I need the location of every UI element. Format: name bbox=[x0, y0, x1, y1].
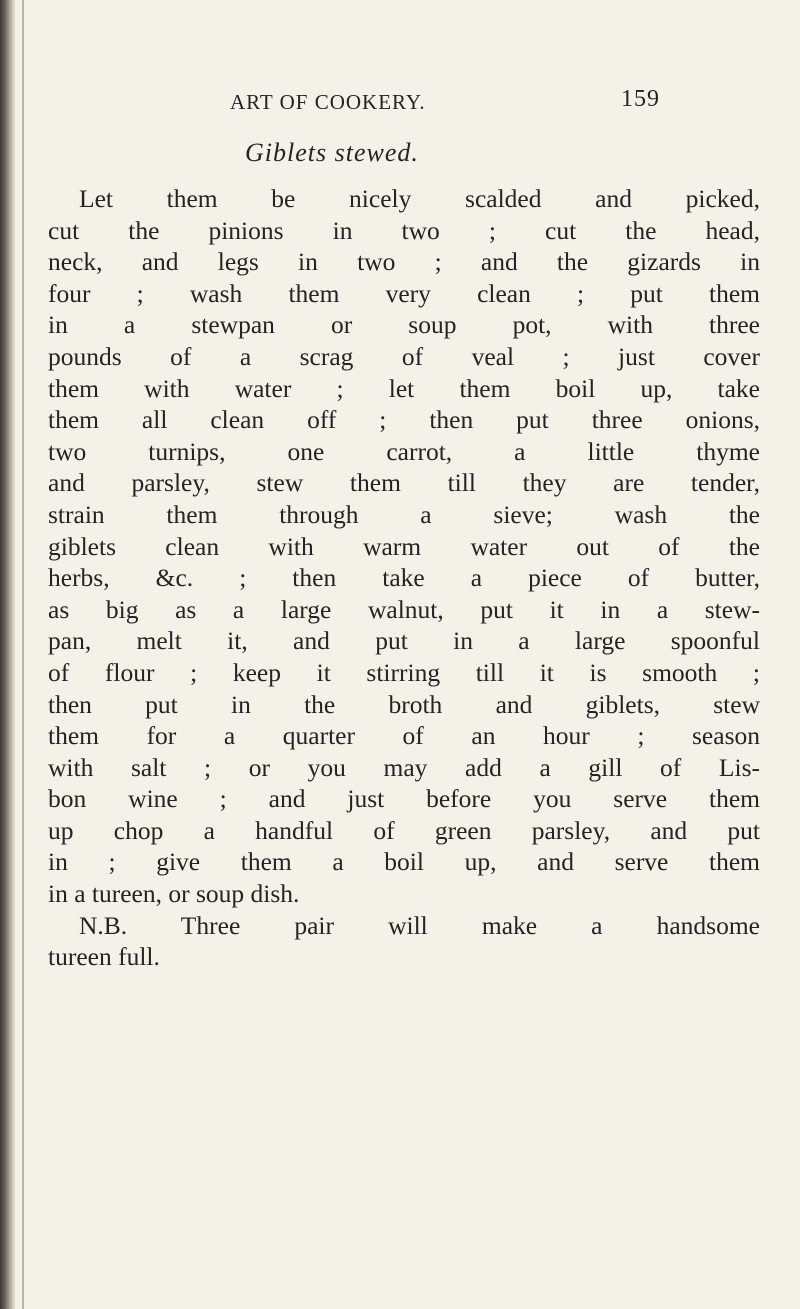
text-line: in a stewpan or soup pot, with three bbox=[48, 310, 760, 340]
text-line: in a tureen, or soup dish. bbox=[48, 879, 300, 909]
page-binding-shadow bbox=[0, 0, 16, 1309]
text-line: in ; give them a boil up, and serve them bbox=[48, 847, 760, 877]
text-line: Let them be nicely scalded and picked, bbox=[79, 184, 760, 213]
running-head bbox=[200, 84, 690, 120]
text-line: and parsley, stew them till they are tender, bbox=[48, 468, 760, 498]
header-title: ART OF COOKERY. bbox=[230, 90, 426, 114]
text-line: then put in the broth and giblets, stew bbox=[48, 689, 760, 719]
text-line: them for a quarter of an hour ; season bbox=[48, 721, 760, 751]
text-line: them all clean off ; then put three onions, bbox=[48, 405, 760, 435]
page-number: 159 bbox=[621, 86, 660, 112]
text-line-note: N.B. Three pair will make a handsome bbox=[79, 910, 760, 940]
text-line: of flour ; keep it stirring till it is smooth ; bbox=[48, 657, 760, 687]
text-line: four ; wash them very clean ; put them bbox=[48, 278, 760, 308]
text-line: tureen full. bbox=[48, 942, 160, 972]
text-line: with salt ; or you may add a gill of Lis- bbox=[48, 752, 760, 782]
text-line: up chop a handful of green parsley, and put bbox=[48, 815, 760, 845]
text-line: them with water ; let them boil up, take bbox=[48, 373, 760, 403]
recipe-title: Giblets stewed. bbox=[245, 138, 419, 167]
text-line: pounds of a scrag of veal ; just cover bbox=[48, 341, 760, 371]
text-line: giblets clean with warm water out of the bbox=[48, 531, 760, 561]
text-line: as big as a large walnut, put it in a stew- bbox=[48, 594, 760, 624]
text-line: strain them through a sieve; wash the bbox=[48, 499, 760, 529]
text-line: neck, and legs in two ; and the gizards in bbox=[48, 247, 760, 277]
text-line: pan, melt it, and put in a large spoonful bbox=[48, 626, 760, 656]
page-binding-line bbox=[22, 0, 24, 1309]
text-line: herbs, &c. ; then take a piece of butter, bbox=[48, 563, 760, 593]
text-line: bon wine ; and just before you serve them bbox=[48, 784, 760, 814]
text-line: two turnips, one carrot, a little thyme bbox=[48, 436, 760, 466]
recipe-body bbox=[48, 183, 760, 973]
text-line: cut the pinions in two ; cut the head, bbox=[48, 215, 760, 245]
